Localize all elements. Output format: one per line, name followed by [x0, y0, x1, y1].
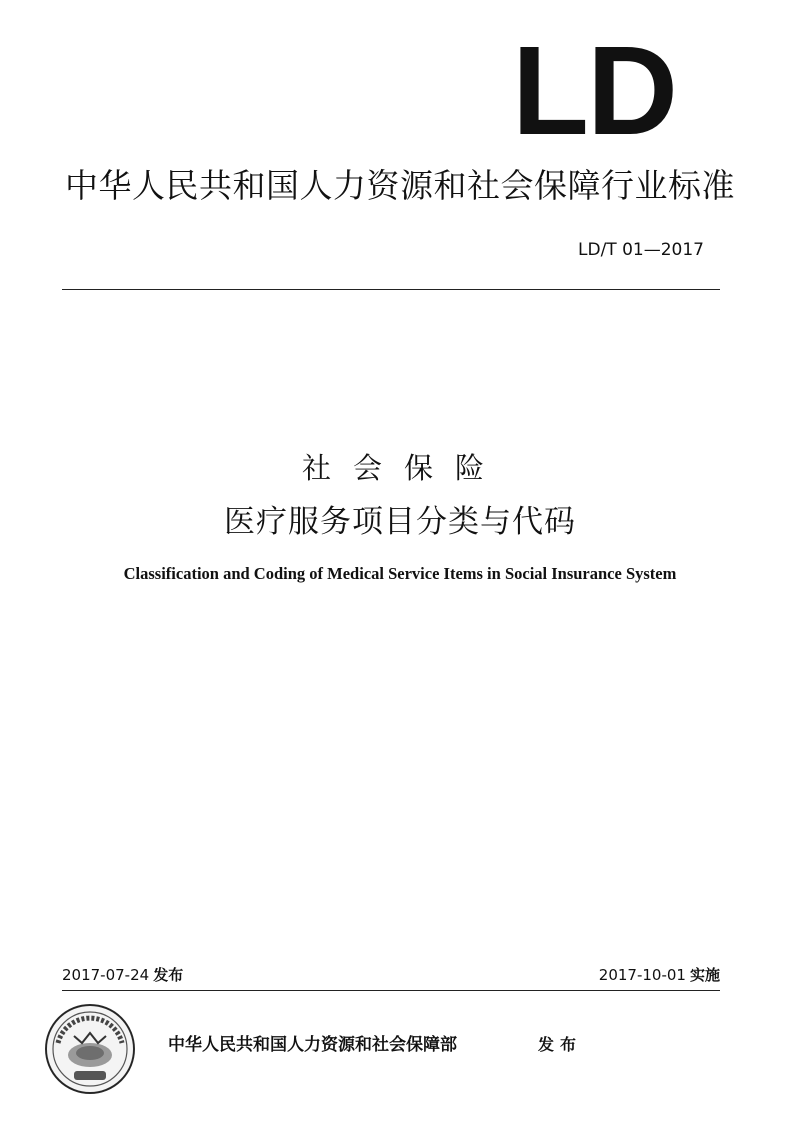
issuer-title: 中华人民共和国人力资源和社会保障行业标准 [65, 166, 735, 205]
implementation-date [599, 964, 720, 985]
publisher-name: 中华人民共和国人力资源和社会保障部 [168, 1035, 457, 1055]
implementation-date-label: 实施 [689, 966, 720, 984]
document-title-line1: 社会保险 [301, 451, 506, 485]
implementation-date-value: 2017-10-01 [598, 966, 686, 984]
standard-number: LD/T 01—2017 [578, 240, 704, 260]
issue-date-value: 2017-07-24 [62, 966, 150, 984]
issue-date [62, 964, 183, 985]
bottom-divider [62, 990, 720, 991]
issue-date-label: 发布 [153, 966, 184, 984]
publish-action-label: 发布 [538, 1035, 583, 1054]
document-title-line2: 医疗服务项目分类与代码 [224, 504, 576, 540]
top-divider [62, 289, 720, 290]
ld-logo: LD [512, 20, 676, 161]
document-title-english: Classification and Coding of Medical Service Items in Social Insurance System [123, 564, 677, 583]
ministry-seal-icon [44, 1003, 136, 1095]
